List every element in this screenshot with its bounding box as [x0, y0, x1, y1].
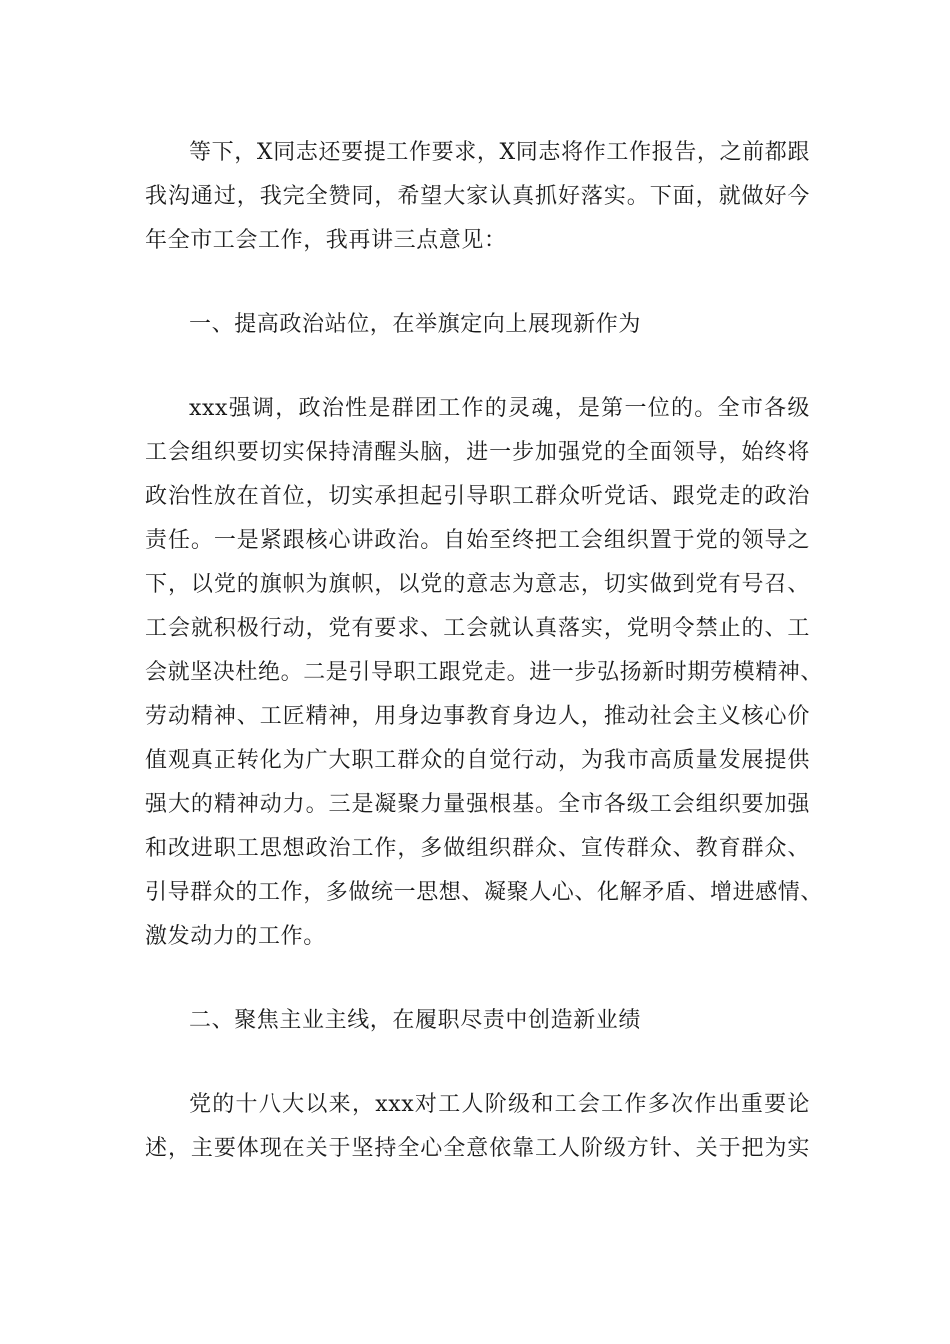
paragraph-line: 和改进职工思想政治工作，多做组织群众、宣传群众、教育群众、 — [145, 836, 810, 861]
paragraph-gap — [145, 1043, 810, 1083]
paragraph-line: 值观真正转化为广大职工群众的自觉行动，为我市高质量发展提供 — [145, 748, 810, 773]
paragraph-line: 劳动精神、工匠精神，用身边事教育身边人，推动社会主义核心价 — [145, 704, 810, 729]
paragraph-line: 述，主要体现在关于坚持全心全意依靠工人阶级方针、关于把为实 — [145, 1136, 810, 1161]
heading-line: 一、提高政治站位，在举旗定向上展现新作为 — [189, 312, 642, 337]
paragraph-line: 强大的精神动力。三是凝聚力量强根基。全市各级工会组织要加强 — [145, 792, 810, 817]
paragraph-gap — [145, 959, 810, 999]
heading-line: 二、聚焦主业主线，在履职尽责中创造新业绩 — [189, 1008, 642, 1033]
section-2-paragraph — [145, 1083, 810, 1171]
section-heading-1 — [145, 303, 810, 347]
paragraph-line: 下，以党的旗帜为旗帜，以党的意志为意志，切实做到党有号召、 — [145, 572, 810, 597]
paragraph-line: 会就坚决杜绝。二是引导职工跟党走。进一步弘扬新时期劳模精神、 — [145, 660, 824, 685]
paragraph-line: xxx强调，政治性是群团工作的灵魂，是第一位的。全市各级 — [189, 396, 810, 421]
paragraph-gap — [145, 263, 810, 303]
paragraph-line: 等下，X同志还要提工作要求，X同志将作工作报告，之前都跟 — [189, 140, 810, 165]
document-body — [145, 131, 824, 1171]
paragraph-line: 年全市工会工作，我再讲三点意见： — [145, 228, 507, 253]
paragraph-line: 我沟通过，我完全赞同，希望大家认真抓好落实。下面，就做好今 — [145, 184, 810, 209]
section-heading-2 — [145, 999, 810, 1043]
paragraph-line: 政治性放在首位，切实承担起引导职工群众听党话、跟党走的政治 — [145, 484, 810, 509]
section-1-paragraph — [145, 387, 824, 959]
intro-paragraph — [145, 131, 810, 263]
paragraph-line: 责任。一是紧跟核心讲政治。自始至终把工会组织置于党的领导之 — [145, 528, 810, 553]
paragraph-line: 党的十八大以来，xxx对工人阶级和工会工作多次作出重要论 — [189, 1092, 810, 1117]
paragraph-line: 引导群众的工作，多做统一思想、凝聚人心、化解矛盾、增进感情、 — [145, 880, 824, 905]
paragraph-line: 激发动力的工作。 — [145, 924, 326, 949]
paragraph-line: 工会组织要切实保持清醒头脑，进一步加强党的全面领导，始终将 — [145, 440, 810, 465]
paragraph-gap — [145, 347, 810, 387]
paragraph-line: 工会就积极行动，党有要求、工会就认真落实，党明令禁止的、工 — [145, 616, 810, 641]
